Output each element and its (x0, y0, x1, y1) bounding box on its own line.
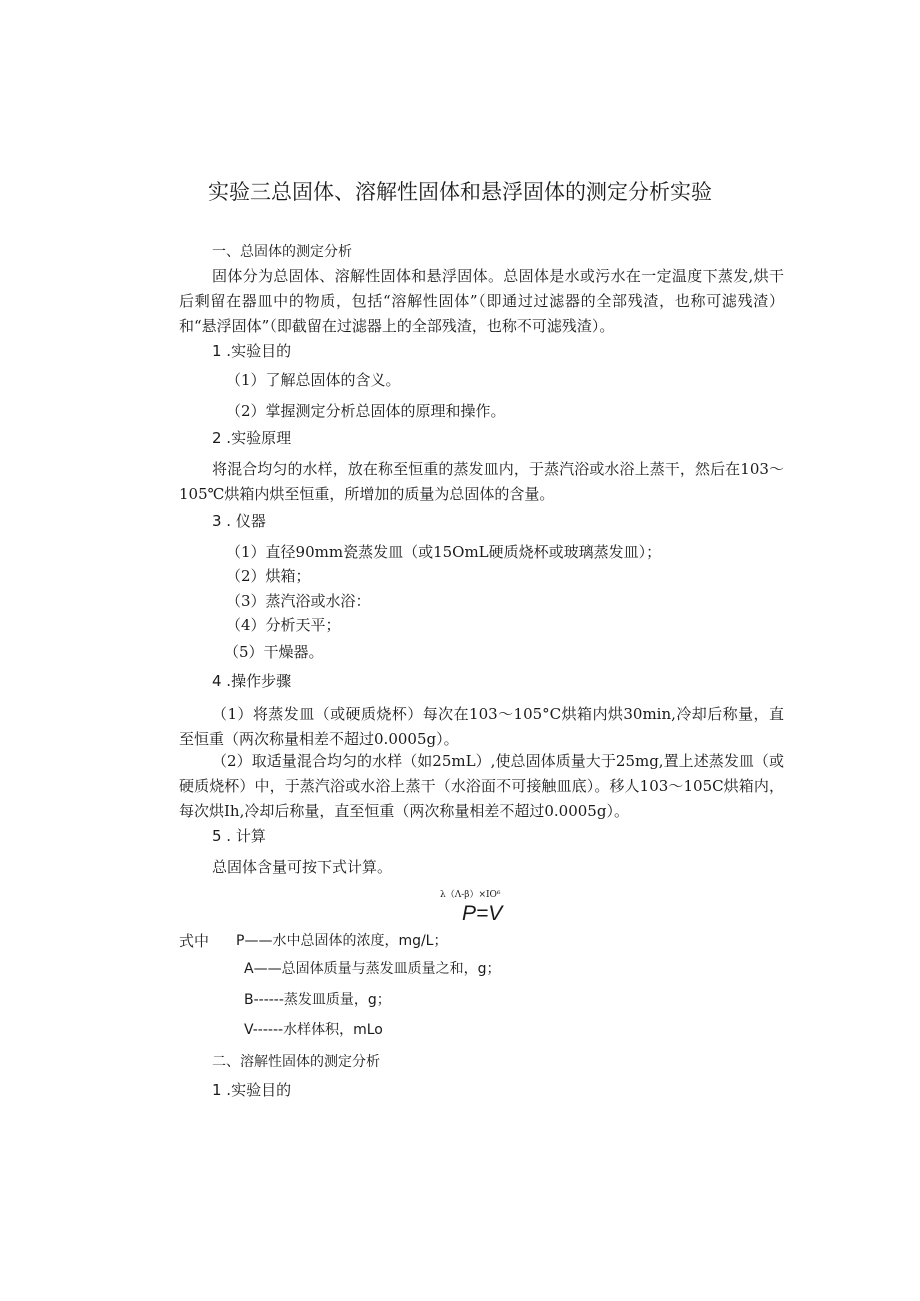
s3-item-2: （2）烘箱； (226, 567, 311, 585)
s1-item-1: （1）了解总固体的含义。 (226, 371, 401, 389)
document-title: 实验三总固体、溶解性固体和悬浮固体的测定分析实验 (208, 180, 712, 204)
s4-step-2: （2）取适量混合均匀的水样（如25mL）,使总固体质量大于25mg,置上述蒸发皿（或硬质烧杯）中，于蒸汽浴或水浴上蒸干（水浴面不可接触皿底）。移人103～105C烘箱内，每次烘Ih,冷却后称量，直至恒重（两次称量相差不超过0.0005g）。 (179, 752, 784, 820)
s4-step-1: （1）将蒸发皿（或硬质烧杯）每次在103～105°C烘箱内烘30min,冷却后称量，直至恒重（两次称量相差不超过0.0005g）。 (179, 705, 784, 748)
s3-item-1: （1）直径90mm瓷蒸发皿（或15OmL硬质烧杯或玻璃蒸发皿）； (226, 543, 662, 561)
s4-heading: 4 .操作步骤 (212, 672, 292, 690)
section1-intro: 固体分为总固体、溶解性固体和悬浮固体。总固体是水或污水在一定温度下蒸发,烘干后剩留在器皿中的物质，包括“溶解性固体”（即通过过滤器的全部残渣，也称可滤残渣）和“悬浮固体”（即截留在过滤器上的全部残渣，也称不可滤残渣）。 (179, 267, 784, 335)
section2-s1-heading: 1 .实验目的 (212, 1081, 292, 1099)
formula-numerator: λ（Λ-β）×IO⁶ (440, 890, 501, 900)
s5-heading: 5 . 计算 (212, 827, 266, 845)
where-label: 式中 (179, 932, 210, 950)
s3-item-4: （4）分析天平； (226, 616, 341, 634)
s1-item-2: （2）掌握测定分析总固体的原理和操作。 (226, 402, 506, 420)
var-v: V------水样体积，mLo (244, 1022, 383, 1038)
s1-heading: 1 .实验目的 (212, 342, 292, 360)
var-p: P——水中总固体的浓度，mg/L； (236, 933, 448, 949)
formula-main: P=V (462, 902, 503, 925)
s3-item-3: （3）蒸汽浴或水浴： (226, 592, 371, 610)
s3-heading: 3 . 仪器 (212, 512, 266, 530)
s2-heading: 2 .实验原理 (212, 429, 292, 447)
var-a: A——总固体质量与蒸发皿质量之和，g； (244, 961, 501, 977)
s3-item-5: （5）干燥器。 (224, 643, 324, 661)
s5-text: 总固体含量可按下式计算。 (212, 858, 393, 876)
var-b: B------蒸发皿质量，g； (244, 992, 391, 1008)
s2-text: 将混合均匀的水样，放在称至恒重的蒸发皿内，于蒸汽浴或水浴上蒸干，然后在103～105℃烘箱内烘至恒重，所增加的质量为总固体的含量。 (179, 460, 784, 503)
section2-heading: 二、溶解性固体的测定分析 (212, 1054, 380, 1070)
section1-heading: 一、总固体的测定分析 (212, 244, 352, 260)
